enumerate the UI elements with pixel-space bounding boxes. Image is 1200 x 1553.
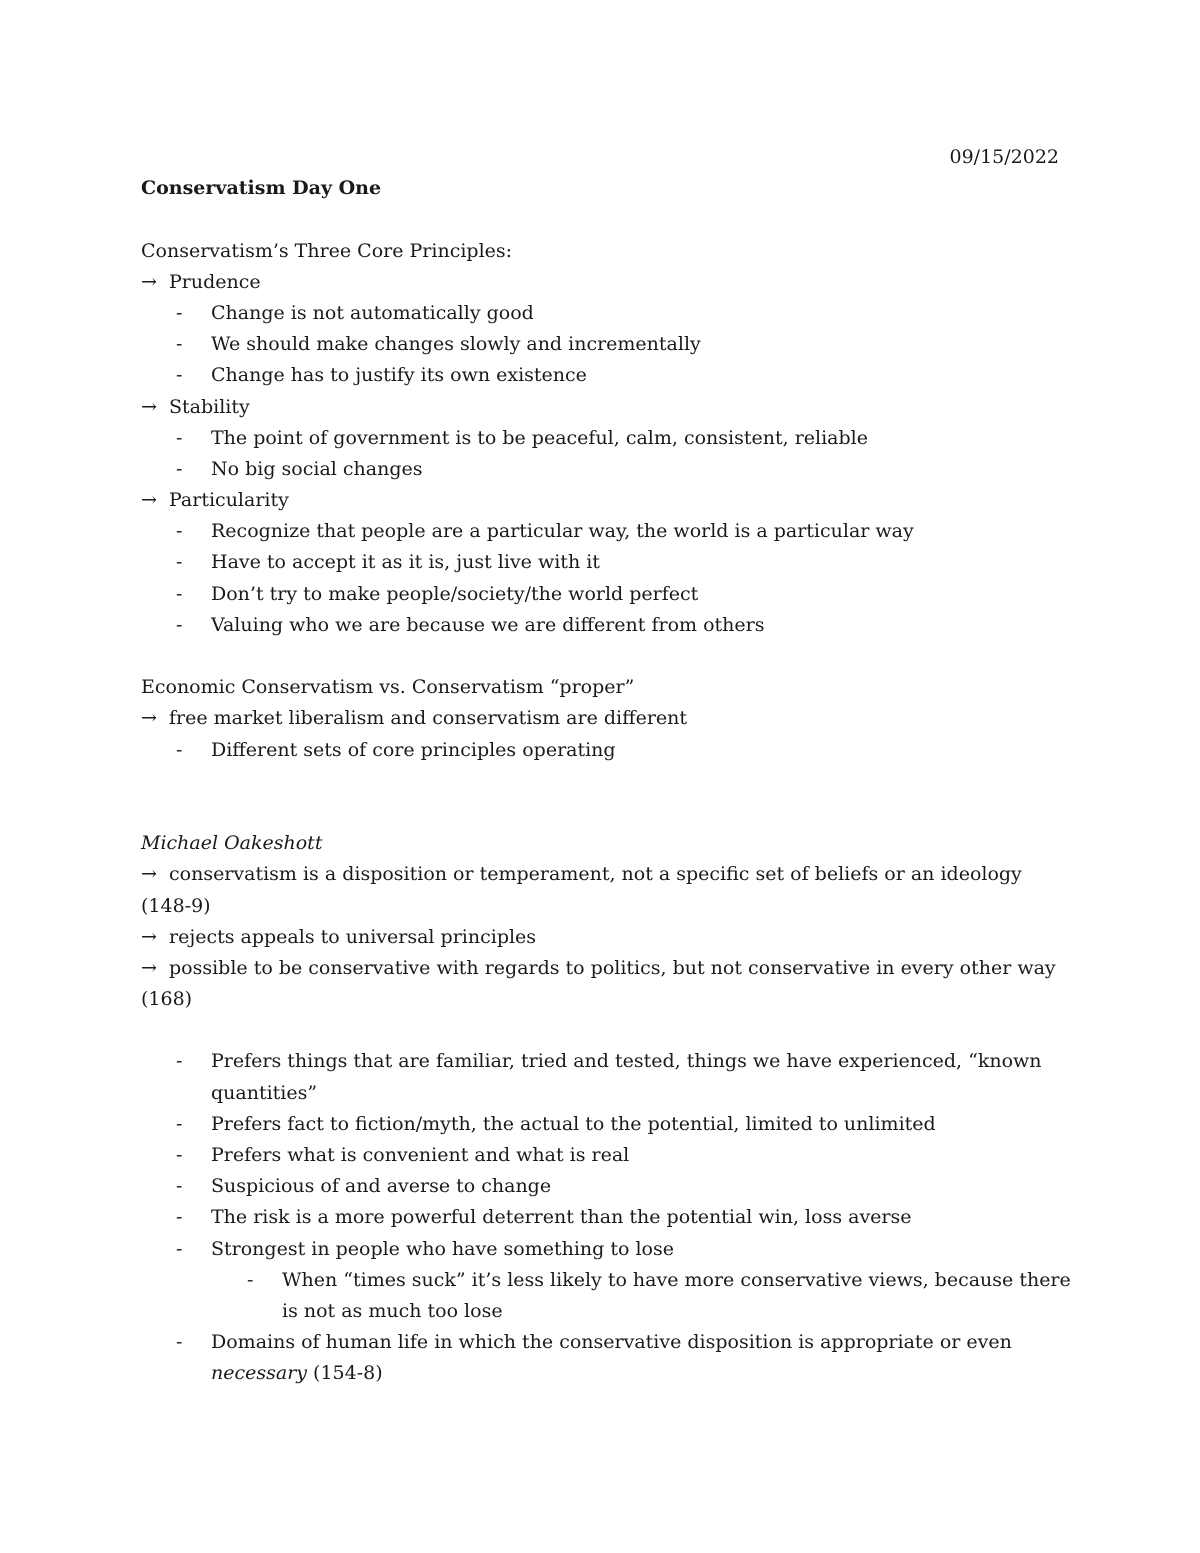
- dash-icon: -: [176, 520, 183, 543]
- dash-icon: -: [176, 364, 183, 387]
- bullet-item: [141, 1327, 1061, 1358]
- bullet-text: When “times suck” it’s less likely to have more conservative views, because there: [282, 1268, 1071, 1291]
- dash-icon: -: [176, 1144, 183, 1166]
- dash-icon: -: [176, 551, 183, 574]
- bullet-text: Prefers what is convenient and what is real: [211, 1144, 630, 1166]
- page-reference: (168): [141, 988, 193, 1011]
- page-reference: (148-9): [141, 894, 211, 917]
- bullet-item: [141, 298, 1061, 329]
- bullet-text: (154-8): [307, 1362, 383, 1385]
- dash-icon: -: [176, 1175, 183, 1198]
- author-name: Michael Oakeshott: [141, 832, 323, 855]
- dash-icon: -: [176, 1331, 183, 1354]
- bullet-text: Suspicious of and averse to change: [211, 1175, 552, 1198]
- bullet-text: is not as much too lose: [282, 1299, 503, 1322]
- bullet-item: [141, 329, 1061, 360]
- date-text: 09/15/2022: [949, 146, 1059, 168]
- arrow-item-stability: [141, 392, 1061, 423]
- arrow-icon: →: [141, 925, 157, 948]
- dash-icon: -: [176, 301, 183, 324]
- bullet-text: Prefers fact to fiction/myth, the actual to the potential, limited to unlimited: [211, 1112, 936, 1135]
- bullet-item: [141, 360, 1061, 391]
- arrow-item-label: possible to be conservative with regards to politics, but not conservative in every other way: [169, 956, 1056, 979]
- dash-icon: -: [176, 1050, 183, 1073]
- arrow-icon: →: [141, 707, 157, 730]
- arrow-item-label: Particularity: [169, 489, 289, 512]
- dash-icon: -: [176, 1206, 183, 1229]
- bullet-item: [141, 610, 1061, 641]
- bullet-item: [141, 735, 1061, 766]
- bullet-text: quantities”: [211, 1081, 318, 1104]
- bullet-item: [141, 1109, 1061, 1140]
- bullet-text: Domains of human life in which the conservative disposition is appropriate or even: [211, 1331, 1012, 1354]
- bullet-text: Change has to justify its own existence: [211, 364, 587, 387]
- arrow-icon: →: [141, 395, 157, 418]
- arrow-icon: →: [141, 489, 157, 512]
- arrow-item-label: Prudence: [169, 270, 261, 293]
- bullet-text: The point of government is to be peaceful, calm, consistent, reliable: [211, 426, 868, 449]
- dash-icon: -: [247, 1268, 254, 1291]
- arrow-icon: →: [141, 956, 157, 979]
- bullet-text: Have to accept it as it is, just live with it: [211, 551, 600, 574]
- dash-icon: -: [176, 582, 183, 605]
- bullet-item: [141, 454, 1061, 485]
- bullet-text: Don’t try to make people/society/the world perfect: [211, 582, 699, 605]
- arrow-item-prudence: [141, 267, 1061, 298]
- bullet-item: [141, 1202, 1061, 1233]
- arrow-item-label: Stability: [169, 395, 250, 418]
- arrow-item-label: conservatism is a disposition or temperament, not a specific set of beliefs or an ideology: [169, 863, 1022, 886]
- arrow-item-universal: [141, 922, 1061, 953]
- dash-icon: -: [176, 457, 183, 480]
- dash-icon: -: [176, 738, 183, 761]
- dash-icon: -: [176, 1237, 183, 1260]
- spacer: [141, 641, 1061, 672]
- arrow-item-particularity: [141, 485, 1061, 516]
- sub-bullet-item: [141, 1265, 1071, 1296]
- dash-icon: -: [176, 613, 183, 636]
- arrow-icon: →: [141, 270, 157, 293]
- arrow-item-disposition: [141, 859, 1061, 890]
- bullet-item: [141, 516, 1061, 547]
- arrow-icon: →: [141, 863, 157, 886]
- arrow-item-label: free market liberalism and conservatism are different: [169, 707, 688, 730]
- arrow-item-label: rejects appeals to universal principles: [169, 925, 537, 948]
- bullet-text: Valuing who we are because we are different from others: [211, 613, 765, 636]
- bullet-item: [141, 547, 1061, 578]
- spacer: [141, 797, 1061, 828]
- bullet-item-continuation: [141, 1358, 1061, 1389]
- bullet-item: [141, 1140, 1061, 1171]
- notes-body: [141, 142, 1071, 1390]
- bullet-item: [141, 1171, 1061, 1202]
- bullet-text: No big social changes: [211, 457, 423, 480]
- emphasis-text: necessary: [211, 1362, 308, 1385]
- dash-icon: -: [176, 333, 183, 356]
- bullet-text: The risk is a more powerful deterrent than the potential win, loss averse: [211, 1206, 912, 1229]
- principles-heading: Conservatism’s Three Core Principles:: [141, 239, 513, 262]
- bullet-item: [141, 423, 1061, 454]
- bullet-text: We should make changes slowly and incrementally: [211, 333, 701, 356]
- bullet-item-continuation: [141, 1078, 1061, 1109]
- page-title: Conservatism Day One: [141, 177, 382, 200]
- dash-icon: -: [176, 426, 183, 449]
- bullet-text: Prefers things that are familiar, tried and tested, things we have experienced, “known: [211, 1050, 1042, 1073]
- bullet-item: [141, 1234, 1061, 1265]
- economic-heading: Economic Conservatism vs. Conservatism “proper”: [141, 676, 635, 699]
- bullet-item: [141, 579, 1061, 610]
- bullet-text: Different sets of core principles operating: [211, 738, 616, 761]
- spacer: [141, 204, 1061, 235]
- spacer: [141, 766, 1061, 797]
- bullet-text: Strongest in people who have something to lose: [211, 1237, 674, 1260]
- sub-bullet-item-continuation: [141, 1296, 1061, 1327]
- arrow-item-economic: [141, 703, 1061, 734]
- spacer: [141, 1015, 1061, 1046]
- bullet-item: [141, 1046, 1061, 1077]
- arrow-item-politics: [141, 953, 1061, 984]
- bullet-text: Recognize that people are a particular way, the world is a particular way: [211, 520, 914, 543]
- bullet-text: Change is not automatically good: [211, 301, 534, 324]
- dash-icon: -: [176, 1112, 183, 1135]
